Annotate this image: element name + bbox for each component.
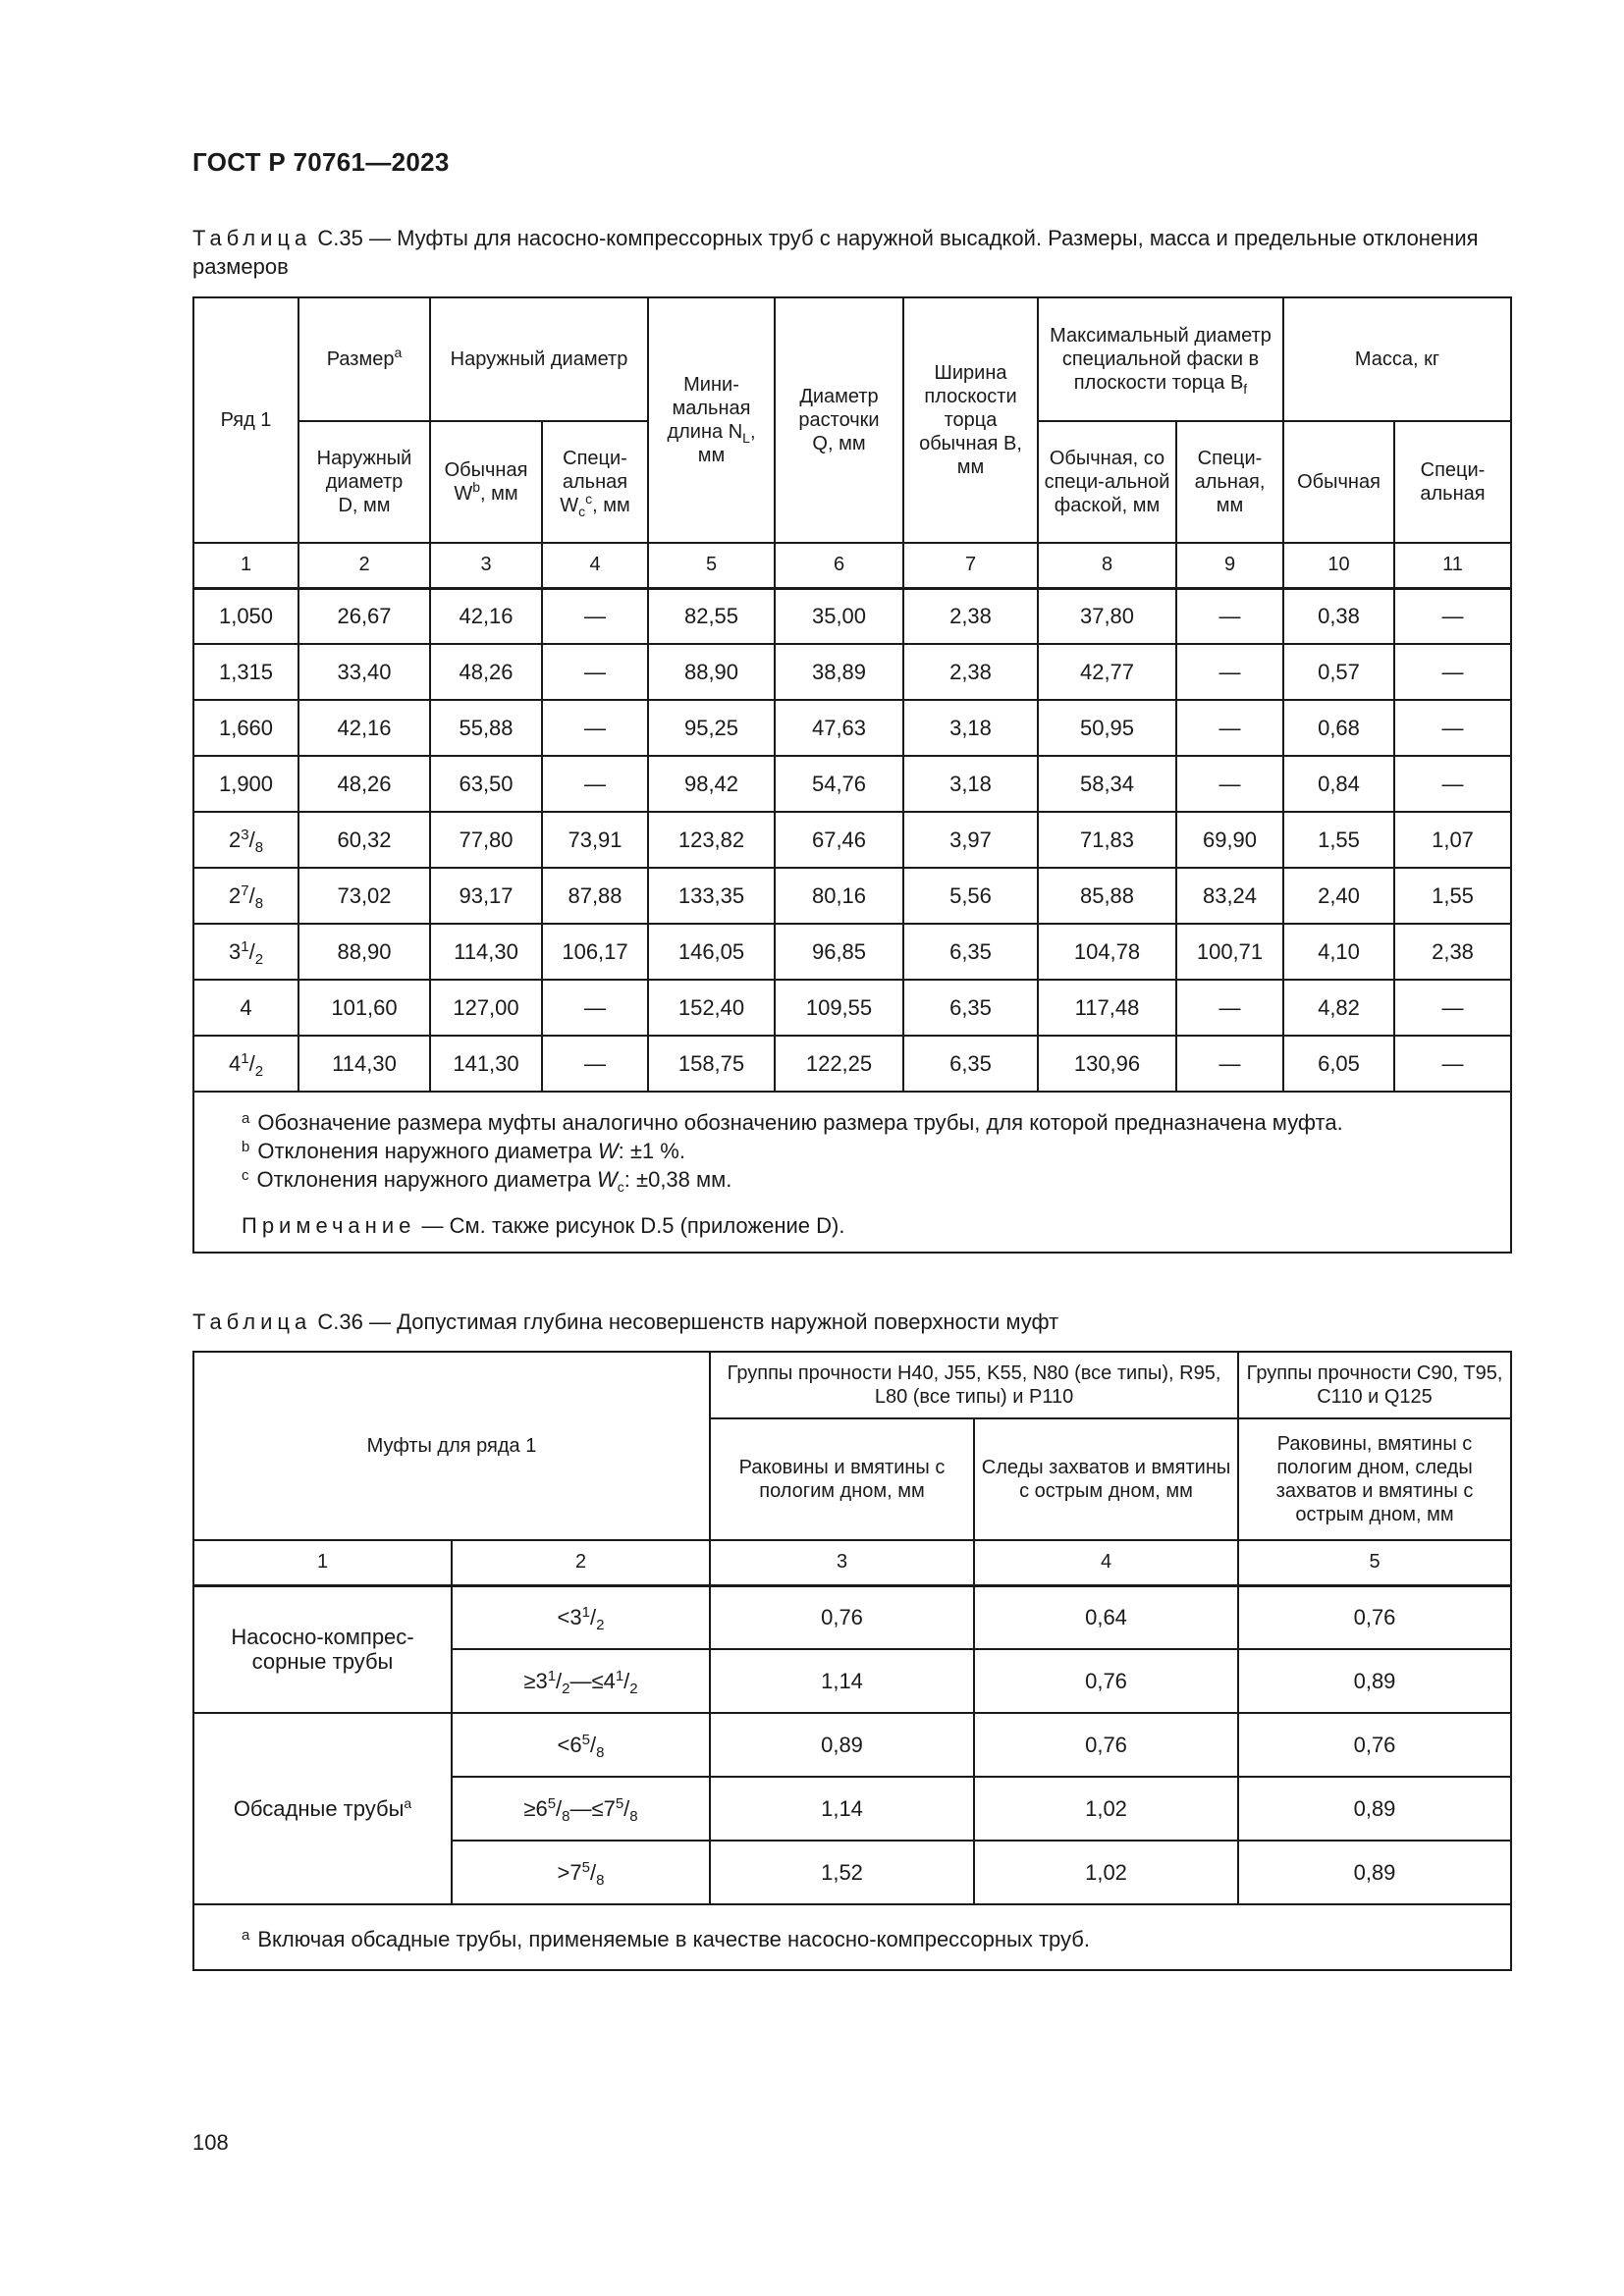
caption-text: С.36 — Допустимая глубина несовершенств наружной поверхности муфт (317, 1309, 1059, 1334)
column-number: 4 (542, 543, 648, 588)
size-cell: $2^3/_8$ (193, 812, 298, 868)
hdr-mass: Масса, кг (1283, 297, 1511, 421)
hdr-group-1: Группы прочности H40, J55, K55, N80 (все типы), R95, L80 (все типы) и P110 (710, 1352, 1238, 1418)
table-cell: — (1176, 756, 1283, 812)
footnote-b: $^b$ Отклонения наружного диаметра W: ±1 %. (242, 1139, 685, 1163)
table-cell: — (1394, 700, 1511, 756)
size-cell: 1,050 (193, 588, 298, 644)
column-number: 3 (430, 543, 542, 588)
table-35 (192, 296, 1512, 1254)
table-cell: 3,18 (903, 756, 1038, 812)
table-cell: 6,05 (1283, 1036, 1394, 1092)
column-number: 5 (1238, 1540, 1511, 1585)
table-35-caption (192, 224, 1508, 281)
size-cell: $2^7/_8$ (193, 868, 298, 924)
table-cell: 5,56 (903, 868, 1038, 924)
hdr-bore-diameter: Диаметр расточки Q, мм (775, 297, 903, 543)
column-number: 8 (1038, 543, 1176, 588)
table-35-note: Примечание — См. также рисунок D.5 (приложение D). (242, 1213, 845, 1238)
table-cell: 73,91 (542, 812, 648, 868)
table-cell: 1,14 (710, 1777, 974, 1841)
hdr-mass-special: Специ-альная (1394, 421, 1511, 543)
table-cell: 2,38 (903, 644, 1038, 700)
table-cell: 117,48 (1038, 980, 1176, 1036)
column-number: 1 (193, 543, 298, 588)
table-cell: — (542, 1036, 648, 1092)
table-36-caption (192, 1308, 1508, 1336)
size-cell: 1,900 (193, 756, 298, 812)
table-cell: 141,30 (430, 1036, 542, 1092)
column-number: 5 (648, 543, 775, 588)
table-cell: 0,76 (974, 1649, 1238, 1713)
table-36 (192, 1351, 1512, 1971)
hdr-min-length: Мини-мальная длина $N_L$, мм (648, 297, 775, 543)
table-row (193, 1036, 1511, 1092)
hdr-special-w: Специ-альная $W_c^c$, мм (542, 421, 648, 543)
group-casing: Обсадные трубы$^a$ (193, 1713, 452, 1904)
size-cell: 1,660 (193, 700, 298, 756)
table-cell: 83,24 (1176, 868, 1283, 924)
table-cell: — (1176, 644, 1283, 700)
table-cell: 73,02 (298, 868, 430, 924)
table-cell: 114,30 (298, 1036, 430, 1092)
table-cell: 1,55 (1283, 812, 1394, 868)
table-cell: 93,17 (430, 868, 542, 924)
table-cell: 122,25 (775, 1036, 903, 1092)
table-row (193, 980, 1511, 1036)
column-number: 2 (452, 1540, 710, 1585)
table-cell: 26,67 (298, 588, 430, 644)
column-number: 4 (974, 1540, 1238, 1585)
page-number: 108 (192, 2130, 229, 2155)
table-cell: 133,35 (648, 868, 775, 924)
table-cell: 58,34 (1038, 756, 1176, 812)
hdr-bevel-regular: Обычная, со специ-альной фаской, мм (1038, 421, 1176, 543)
table-cell: 98,42 (648, 756, 775, 812)
hdr-outer-diameter: Наружный диаметр (430, 297, 648, 421)
table-cell: — (542, 756, 648, 812)
column-number: 3 (710, 1540, 974, 1585)
table-cell: 104,78 (1038, 924, 1176, 980)
hdr-couplings: Муфты для ряда 1 (193, 1352, 710, 1540)
hdr-sub-1: Раковины и вмятины с пологим дном, мм (710, 1418, 974, 1540)
table-cell: 1,14 (710, 1649, 974, 1713)
size-range: $\ge 6^5/_8—\le 7^5/_8$ (452, 1777, 710, 1841)
table-cell: 47,63 (775, 700, 903, 756)
table-cell: 0,89 (710, 1713, 974, 1777)
table-cell: — (542, 588, 648, 644)
table-cell: — (1176, 980, 1283, 1036)
table-cell: — (1394, 756, 1511, 812)
table-cell: 48,26 (430, 644, 542, 700)
group-tubing: Насосно-компрес-сорные трубы (193, 1585, 452, 1713)
table-cell: 0,76 (710, 1585, 974, 1649)
table-cell: 55,88 (430, 700, 542, 756)
column-number: 10 (1283, 543, 1394, 588)
table-cell: 0,38 (1283, 588, 1394, 644)
table-row (193, 924, 1511, 980)
table-cell: 6,35 (903, 924, 1038, 980)
footnote-a: $^a$ Обозначение размера муфты аналогично обозначению размера трубы, для которой предназначена муфта. (242, 1110, 1343, 1135)
hdr-face-width: Ширина плоскости торца обычная B, мм (903, 297, 1038, 543)
table-cell: 1,02 (974, 1841, 1238, 1904)
table-cell: 6,35 (903, 1036, 1038, 1092)
table-cell: 101,60 (298, 980, 430, 1036)
table-cell: 85,88 (1038, 868, 1176, 924)
table-cell: 3,18 (903, 700, 1038, 756)
column-number: 1 (193, 1540, 452, 1585)
table-cell: 37,80 (1038, 588, 1176, 644)
hdr-bevel-special: Специ-альная, мм (1176, 421, 1283, 543)
table-cell: 60,32 (298, 812, 430, 868)
size-range: $<6^5/_8$ (452, 1713, 710, 1777)
size-cell: $4^1/_2$ (193, 1036, 298, 1092)
table-cell: 95,25 (648, 700, 775, 756)
caption-text: С.35 — Муфты для насосно-компрессорных труб с наружной высадкой. Размеры, масса и предельные отклонения размеров (192, 226, 1479, 279)
hdr-bevel-diameter: Максимальный диаметр специальной фаски в плоскости торца $B_f$ (1038, 297, 1283, 421)
table-cell: 42,16 (298, 700, 430, 756)
table-cell: 88,90 (298, 924, 430, 980)
table-cell: — (1394, 1036, 1511, 1092)
table-cell: 0,64 (974, 1585, 1238, 1649)
table-cell: 106,17 (542, 924, 648, 980)
table-cell: 130,96 (1038, 1036, 1176, 1092)
column-number: 9 (1176, 543, 1283, 588)
table-cell: — (542, 980, 648, 1036)
table-row (193, 756, 1511, 812)
table-35-footnotes (193, 1092, 1511, 1253)
header-row-1 (193, 1352, 1511, 1418)
table-cell: 0,89 (1238, 1777, 1511, 1841)
table-cell: 82,55 (648, 588, 775, 644)
column-number: 11 (1394, 543, 1511, 588)
table-cell: 1,07 (1394, 812, 1511, 868)
column-number: 6 (775, 543, 903, 588)
table-cell: 2,38 (1394, 924, 1511, 980)
table-cell: 33,40 (298, 644, 430, 700)
table-cell: 2,38 (903, 588, 1038, 644)
caption-word: Таблица (192, 226, 312, 250)
table-cell: — (1176, 1036, 1283, 1092)
size-cell: 4 (193, 980, 298, 1036)
table-cell: 0,89 (1238, 1649, 1511, 1713)
column-numbers-row (193, 543, 1511, 588)
column-number: 7 (903, 543, 1038, 588)
table-cell: 48,26 (298, 756, 430, 812)
table-cell: 71,83 (1038, 812, 1176, 868)
table-cell: 1,52 (710, 1841, 974, 1904)
table-cell: 42,77 (1038, 644, 1176, 700)
table-cell: 0,68 (1283, 700, 1394, 756)
table-cell: 0,84 (1283, 756, 1394, 812)
footnote-a: $^a$ Включая обсадные трубы, применяемые в качестве насосно-компрессорных труб. (242, 1927, 1090, 1951)
table-row (193, 700, 1511, 756)
table-cell: 3,97 (903, 812, 1038, 868)
table-cell: 1,55 (1394, 868, 1511, 924)
table-cell: — (542, 644, 648, 700)
header-row-1 (193, 297, 1511, 421)
table-cell: 6,35 (903, 980, 1038, 1036)
size-range: $>7^5/_8$ (452, 1841, 710, 1904)
table-row (193, 868, 1511, 924)
hdr-group-2: Группы прочности C90, T95, C110 и Q125 (1238, 1352, 1511, 1418)
table-cell: 0,76 (1238, 1585, 1511, 1649)
hdr-row1: Ряд 1 (193, 297, 298, 543)
hdr-size: Размер$^a$ (298, 297, 430, 421)
hdr-sub-2: Следы захватов и вмятины с острым дном, мм (974, 1418, 1238, 1540)
table-cell: — (1394, 644, 1511, 700)
size-range: $<3^1/_2$ (452, 1585, 710, 1649)
column-numbers-row (193, 1540, 1511, 1585)
table-row (193, 644, 1511, 700)
table-cell: 69,90 (1176, 812, 1283, 868)
table-cell: 0,89 (1238, 1841, 1511, 1904)
table-cell: 63,50 (430, 756, 542, 812)
table-cell: 158,75 (648, 1036, 775, 1092)
footnotes-row (193, 1904, 1511, 1970)
table-cell: 109,55 (775, 980, 903, 1036)
hdr-outer-d: Наружный диаметр D, мм (298, 421, 430, 543)
column-number: 2 (298, 543, 430, 588)
table-cell: 100,71 (1176, 924, 1283, 980)
size-cell: $3^1/_2$ (193, 924, 298, 980)
hdr-sub-3: Раковины, вмятины с пологим дном, следы захватов и вмятины с острым дном, мм (1238, 1418, 1511, 1540)
table-cell: 80,16 (775, 868, 903, 924)
table-cell: 42,16 (430, 588, 542, 644)
table-cell: 1,02 (974, 1777, 1238, 1841)
table-cell: 127,00 (430, 980, 542, 1036)
table-cell: 96,85 (775, 924, 903, 980)
table-36-footnotes (193, 1904, 1511, 1970)
table-cell: 50,95 (1038, 700, 1176, 756)
table-row (193, 588, 1511, 644)
table-cell: — (542, 700, 648, 756)
table-cell: 152,40 (648, 980, 775, 1036)
table-cell: 0,76 (974, 1713, 1238, 1777)
table-cell: — (1176, 588, 1283, 644)
table-cell: — (1394, 588, 1511, 644)
table-cell: 54,76 (775, 756, 903, 812)
table-cell: 123,82 (648, 812, 775, 868)
table-cell: 2,40 (1283, 868, 1394, 924)
table-cell: 67,46 (775, 812, 903, 868)
table-cell: — (1394, 980, 1511, 1036)
table-cell: 88,90 (648, 644, 775, 700)
table-cell: 114,30 (430, 924, 542, 980)
table-cell: — (1176, 700, 1283, 756)
table-cell: 35,00 (775, 588, 903, 644)
table-row (193, 1585, 1511, 1649)
hdr-mass-regular: Обычная (1283, 421, 1394, 543)
table-cell: 0,76 (1238, 1713, 1511, 1777)
hdr-regular-w: Обычная $W^b$, мм (430, 421, 542, 543)
footnote-c: $^c$ Отклонения наружного диаметра $W_c$: ±0,38 мм. (242, 1167, 732, 1195)
table-cell: 4,82 (1283, 980, 1394, 1036)
table-row (193, 812, 1511, 868)
table-cell: 4,10 (1283, 924, 1394, 980)
table-row (193, 1713, 1511, 1777)
document-header: ГОСТ Р 70761—2023 (192, 147, 450, 177)
table-cell: 77,80 (430, 812, 542, 868)
table-cell: 38,89 (775, 644, 903, 700)
size-cell: 1,315 (193, 644, 298, 700)
table-cell: 146,05 (648, 924, 775, 980)
caption-word: Таблица (192, 1309, 312, 1334)
table-cell: 0,57 (1283, 644, 1394, 700)
footnotes-row (193, 1092, 1511, 1253)
size-range: $\ge 3^1/_2—\le 4^1/_2$ (452, 1649, 710, 1713)
table-cell: 87,88 (542, 868, 648, 924)
